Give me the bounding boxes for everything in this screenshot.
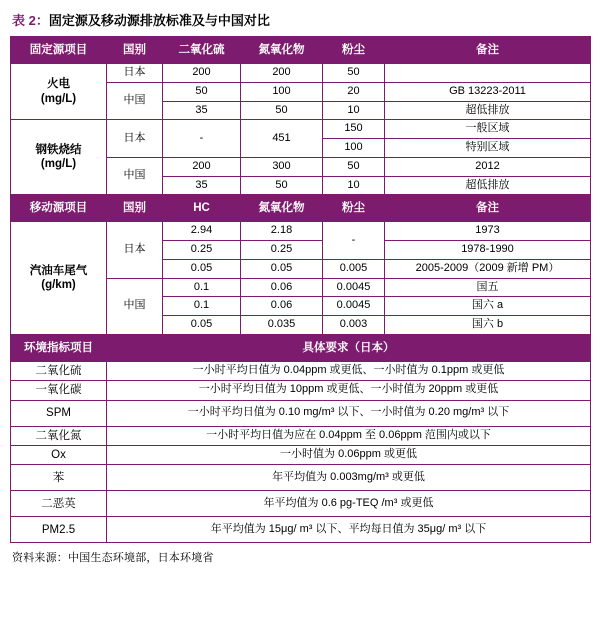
cell-hc: 0.1 <box>163 278 241 297</box>
cell-note <box>385 64 591 83</box>
header-cell-dust: 粉尘 <box>323 37 385 64</box>
table-row <box>11 426 591 445</box>
env-value: 年平均值为 15μg/ m³ 以下、平均每日值为 35μg/ m³ 以下 <box>107 517 591 543</box>
cell-note: 超低排放 <box>385 176 591 195</box>
cell-note: 一般区域 <box>385 120 591 139</box>
cell-dust: 20 <box>323 82 385 101</box>
table-row <box>11 222 591 241</box>
cell-nox: 0.25 <box>241 241 323 260</box>
caption-number: 表 2： <box>12 13 49 28</box>
table-header-row-environment <box>11 334 591 361</box>
env-value: 年平均值为 0.003mg/m³ 或更低 <box>107 465 591 491</box>
cell-dust: 0.005 <box>323 259 385 278</box>
table-row <box>11 465 591 491</box>
cell-so2: 50 <box>163 82 241 101</box>
cell-nox: 50 <box>241 176 323 195</box>
cell-country: 中国 <box>107 82 163 120</box>
cell-country: 日本 <box>107 222 163 278</box>
header-cell-country: 国别 <box>107 37 163 64</box>
table-row <box>11 491 591 517</box>
cell-note: 国六 a <box>385 297 591 316</box>
cell-note: 国六 b <box>385 316 591 335</box>
table-row <box>11 381 591 400</box>
env-label: 二恶英 <box>11 491 107 517</box>
table-row <box>11 517 591 543</box>
table-row <box>11 120 591 139</box>
header-cell-item: 固定源项目 <box>11 37 107 64</box>
row-label-thermal-power: 火电 (mg/L) <box>11 64 107 120</box>
cell-note: 国五 <box>385 278 591 297</box>
cell-dust: 0.003 <box>323 316 385 335</box>
env-value: 一小时平均日值为 0.10 mg/m³ 以下、一小时值为 0.20 mg/m³ 以下 <box>107 400 591 426</box>
header-cell-env-requirement: 具体要求（日本） <box>107 334 591 361</box>
header-cell-note-mobile: 备注 <box>385 195 591 222</box>
cell-so2: 35 <box>163 176 241 195</box>
cell-hc: 0.05 <box>163 259 241 278</box>
cell-nox: 451 <box>241 120 323 158</box>
cell-nox: 50 <box>241 101 323 120</box>
emission-standards-table <box>10 36 591 543</box>
cell-note: GB 13223-2011 <box>385 82 591 101</box>
table-row <box>11 64 591 83</box>
cell-note: 特别区域 <box>385 139 591 158</box>
cell-country: 日本 <box>107 64 163 83</box>
caption-text: 固定源及移动源排放标准及与中国对比 <box>48 13 270 28</box>
table-row <box>11 400 591 426</box>
cell-nox: 100 <box>241 82 323 101</box>
table-row <box>11 361 591 380</box>
env-label: PM2.5 <box>11 517 107 543</box>
cell-note: 1978-1990 <box>385 241 591 260</box>
env-value: 一小时值为 0.06ppm 或更低 <box>107 445 591 464</box>
cell-dust: 50 <box>323 64 385 83</box>
cell-dust: 0.0045 <box>323 297 385 316</box>
row-label-gasoline-exhaust: 汽油车尾气 (g/km) <box>11 222 107 335</box>
cell-so2: 35 <box>163 101 241 120</box>
cell-hc: 2.94 <box>163 222 241 241</box>
cell-nox: 2.18 <box>241 222 323 241</box>
cell-hc: 0.05 <box>163 316 241 335</box>
cell-so2: 200 <box>163 64 241 83</box>
header-cell-country-mobile: 国别 <box>107 195 163 222</box>
env-label: Ox <box>11 445 107 464</box>
table-caption <box>12 10 590 29</box>
table-row <box>11 445 591 464</box>
cell-dust: 10 <box>323 176 385 195</box>
header-cell-so2: 二氧化硫 <box>163 37 241 64</box>
cell-country: 日本 <box>107 120 163 158</box>
table-header-row-stationary <box>11 37 591 64</box>
header-cell-dust-mobile: 粉尘 <box>323 195 385 222</box>
env-value: 一小时平均日值为 10ppm 或更低、一小时值为 20ppm 或更低 <box>107 381 591 400</box>
cell-dust: 10 <box>323 101 385 120</box>
env-label: SPM <box>11 400 107 426</box>
header-cell-nox-mobile: 氮氧化物 <box>241 195 323 222</box>
cell-nox: 0.05 <box>241 259 323 278</box>
cell-note: 超低排放 <box>385 101 591 120</box>
table-header-row-mobile <box>11 195 591 222</box>
cell-so2: - <box>163 120 241 158</box>
cell-nox: 0.06 <box>241 297 323 316</box>
header-cell-note: 备注 <box>385 37 591 64</box>
env-label: 二氧化氮 <box>11 426 107 445</box>
cell-note: 1973 <box>385 222 591 241</box>
header-cell-nox: 氮氧化物 <box>241 37 323 64</box>
env-label: 二氧化硫 <box>11 361 107 380</box>
cell-so2: 200 <box>163 157 241 176</box>
header-cell-hc: HC <box>163 195 241 222</box>
cell-hc: 0.1 <box>163 297 241 316</box>
env-value: 一小时平均日值为应在 0.04ppm 至 0.06ppm 范围内或以下 <box>107 426 591 445</box>
env-value: 一小时平均日值为 0.04ppm 或更低、一小时值为 0.1ppm 或更低 <box>107 361 591 380</box>
cell-dust: 100 <box>323 139 385 158</box>
header-cell-item-mobile: 移动源项目 <box>11 195 107 222</box>
cell-dust: 150 <box>323 120 385 139</box>
cell-nox: 200 <box>241 64 323 83</box>
cell-note: 2005-2009（2009 新增 PM） <box>385 259 591 278</box>
cell-nox: 0.06 <box>241 278 323 297</box>
cell-note: 2012 <box>385 157 591 176</box>
row-label-steel-sintering: 钢铁烧结 (mg/L) <box>11 120 107 195</box>
cell-country: 中国 <box>107 157 163 195</box>
header-cell-env-item: 环境指标项目 <box>11 334 107 361</box>
cell-dust: - <box>323 222 385 260</box>
source-note: 资料来源：中国生态环境部，日本环境省 <box>12 552 214 565</box>
cell-dust: 50 <box>323 157 385 176</box>
env-value: 年平均值为 0.6 pg-TEQ /m³ 或更低 <box>107 491 591 517</box>
cell-nox: 0.035 <box>241 316 323 335</box>
env-label: 一氧化碳 <box>11 381 107 400</box>
cell-nox: 300 <box>241 157 323 176</box>
cell-dust: 0.0045 <box>323 278 385 297</box>
cell-hc: 0.25 <box>163 241 241 260</box>
env-label: 苯 <box>11 465 107 491</box>
cell-country: 中国 <box>107 278 163 334</box>
